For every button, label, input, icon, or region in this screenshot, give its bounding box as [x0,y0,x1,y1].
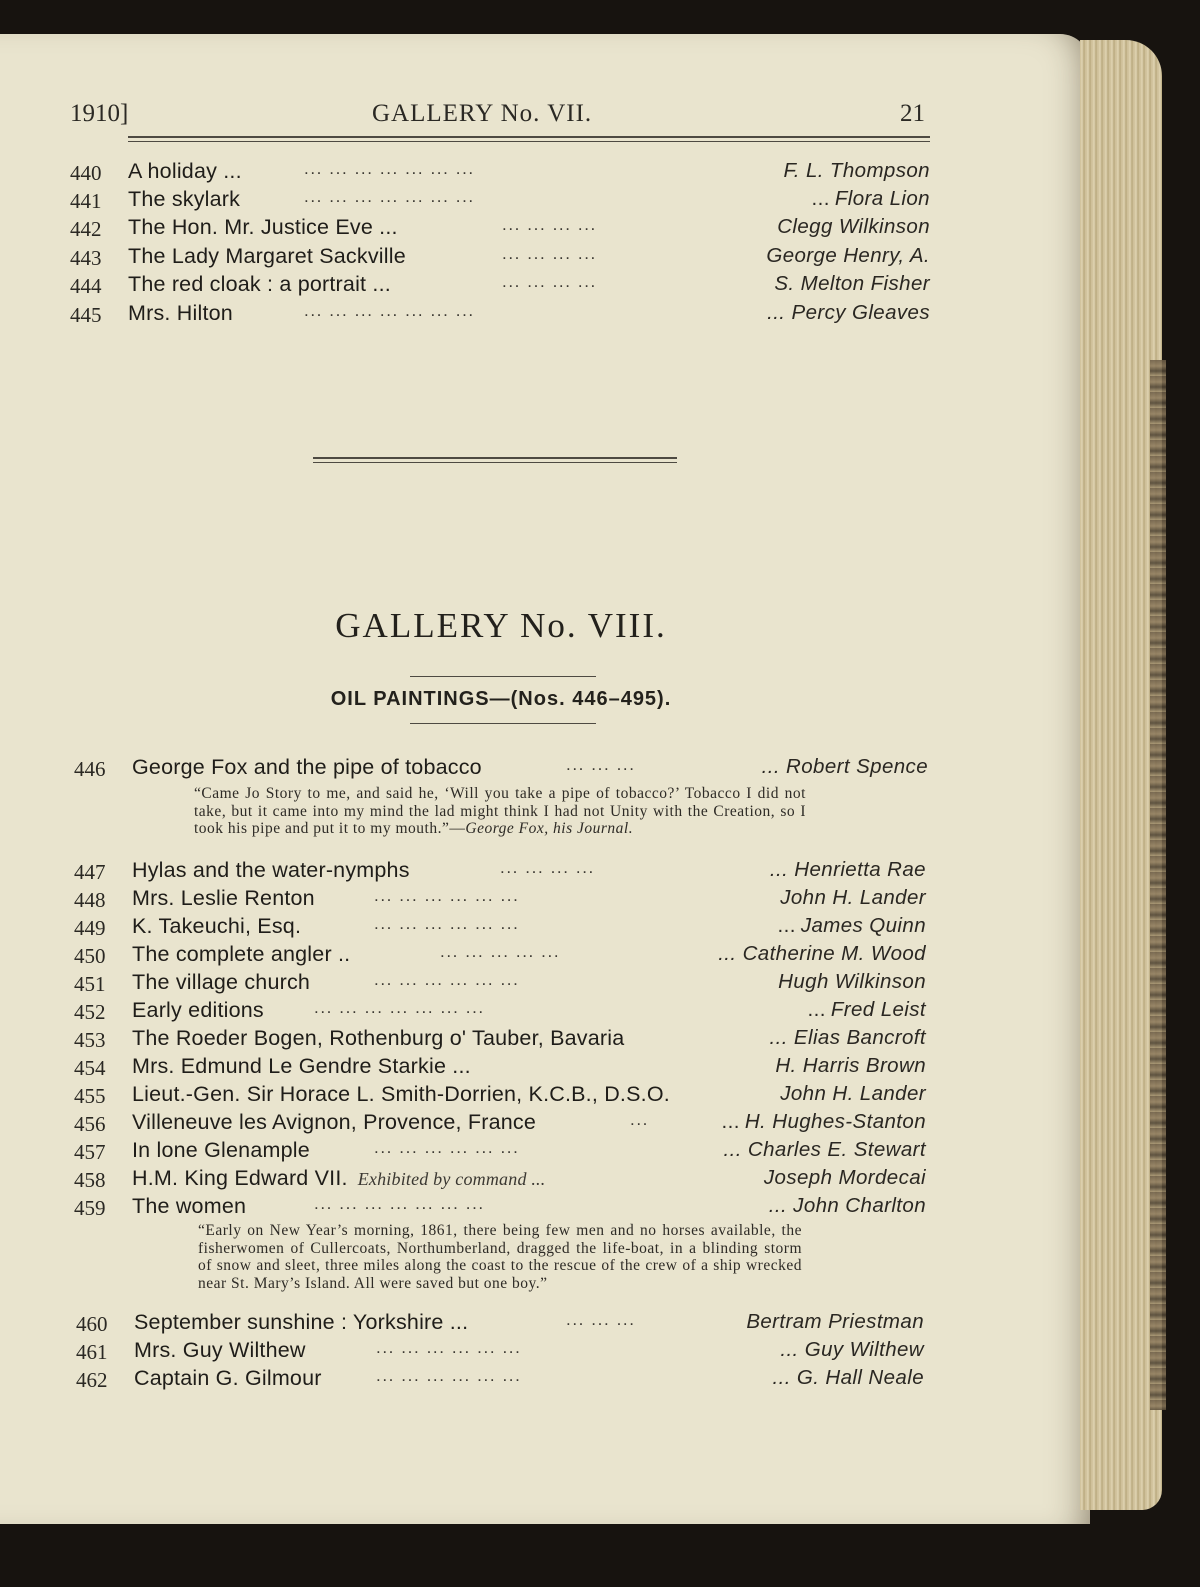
entry-title: The complete angler .. [132,942,351,966]
entry-number: 447 [74,860,106,884]
header-page-number: 21 [900,100,925,127]
leader-dots: ... ... ... ... ... [440,942,561,961]
subtitle-rule [410,723,596,724]
quote-446: “Came Jo Story to me, and said he, ‘Will you take a pipe of tobacco?’ Tobacco I did not take, but it came into my mind the lad might think I had not Unity with the Creation, so I took his pipe and put it to my mouth.”—George Fox, his Journal. [194,785,806,837]
entry-title: George Fox and the pipe of tobacco [132,755,482,779]
entry-artist: ... James Quinn [777,914,926,937]
entry-title: A holiday ... [128,159,242,183]
entry-number: 442 [70,217,102,241]
header-rule [128,136,930,138]
entry-artist: ... Charles E. Stewart [723,1138,926,1161]
entry-number: 452 [74,1000,106,1024]
header-rule-thin [128,141,930,142]
entry-number: 446 [74,757,106,781]
entry-row [70,274,930,304]
leader-dots: ... ... ... ... ... ... [376,1338,522,1357]
entry-title: September sunshine : Yorkshire ... [134,1310,469,1334]
entry-number: 440 [70,161,102,185]
section-divider [313,457,677,459]
leader-dots: ... ... ... ... ... ... [374,914,520,933]
entry-number: 454 [74,1056,106,1080]
entry-artist: F. L. Thompson [783,159,930,182]
entry-number: 460 [76,1312,108,1336]
leader-dots: ... ... ... ... [500,858,595,877]
leader-dots: ... ... ... ... ... ... ... [304,159,475,178]
entry-artist: H. Harris Brown [775,1054,926,1077]
entry-artist: S. Melton Fisher [774,272,930,295]
leader-dots: ... ... ... ... ... ... [374,886,520,905]
entry-artist: Bertram Priestman [746,1310,924,1333]
leader-dots: ... ... ... ... ... ... ... [304,187,475,206]
entry-artist: ... Henrietta Rae [769,858,926,881]
leader-dots: ... ... ... ... ... ... ... [314,1194,485,1213]
section-divider-thin [313,462,677,463]
entry-title: The red cloak : a portrait ... [128,272,391,296]
entry-number: 448 [74,888,106,912]
entry-number: 456 [74,1112,106,1136]
leader-dots: ... ... ... ... ... ... ... [314,998,485,1017]
entry-title: In lone Glenample [132,1138,310,1162]
leader-dots: ... [630,1110,649,1129]
leader-dots: ... ... ... [566,755,636,774]
leader-dots: ... ... ... ... ... ... [374,1138,520,1157]
entry-number: 443 [70,246,102,270]
entry-number: 445 [70,303,102,327]
title-rule [410,676,596,677]
entry-number: 450 [74,944,106,968]
entry-artist: John H. Lander [780,1082,926,1105]
entry-title: Hylas and the water-nymphs [132,858,410,882]
entry-artist: ... Catherine M. Wood [718,942,926,965]
leader-dots: ... ... ... ... [502,244,597,263]
entry-row [70,303,930,333]
entry-number: 444 [70,274,102,298]
entry-artist: ... H. Hughes-Stanton [721,1110,926,1133]
header-gallery-title: GALLERY No. VII. [372,100,593,127]
entry-artist: Joseph Mordecai [763,1166,926,1189]
header-year: 1910] [70,100,129,127]
leader-dots: ... ... ... ... ... ... [376,1366,522,1385]
gallery-title: GALLERY No. VIII. [335,606,667,645]
entry-number: 449 [74,916,106,940]
entry-artist: ... Flora Lion [811,187,930,210]
entry-number: 457 [74,1140,106,1164]
entry-number: 455 [74,1084,106,1108]
entry-number: 462 [76,1368,108,1392]
entry-note: Exhibited by command ... [357,1169,546,1189]
entry-title: Mrs. Leslie Renton [132,886,315,910]
entry-title: Captain G. Gilmour [134,1366,322,1390]
entry-title: H.M. King Edward VII. Exhibited by command ... [132,1166,546,1190]
entry-title: The Hon. Mr. Justice Eve ... [128,215,398,239]
leader-dots: ... ... ... ... [502,272,597,291]
entry-title: The village church [132,970,311,994]
gallery-subtitle: OIL PAINTINGS—(Nos. 446–495). [330,688,672,710]
entry-artist: ... Percy Gleaves [767,301,930,324]
entry-title: The Lady Margaret Sackville [128,244,406,268]
entry-artist: ... Guy Wilthew [780,1338,924,1361]
entry-artist: ... Fred Leist [807,998,926,1021]
entry-title: Villeneuve les Avignon, Provence, France [132,1110,537,1134]
entry-title: The skylark [128,187,241,211]
book-spine [1150,360,1166,1410]
entry-title: The Roeder Bogen, Rothenburg o' Tauber, Bavaria [132,1026,625,1050]
entry-artist: ... Elias Bancroft [769,1026,926,1049]
entry-row [76,1368,924,1398]
entry-artist: John H. Lander [780,886,926,909]
entry-title: Mrs. Edmund Le Gendre Starkie ... [132,1054,471,1078]
entry-number: 459 [74,1196,106,1220]
entry-title: Mrs. Hilton [128,301,233,325]
entry-row [70,217,930,247]
leader-dots: ... ... ... ... ... ... [374,970,520,989]
entry-number: 451 [74,972,106,996]
entry-number: 441 [70,189,102,213]
entry-number: 458 [74,1168,106,1192]
entry-artist: ... John Charlton [768,1194,926,1217]
entry-artist: Clegg Wilkinson [777,215,930,238]
entry-title: Early editions [132,998,264,1022]
leader-dots: ... ... ... ... ... ... ... [304,301,475,320]
entry-row [74,757,928,787]
leader-dots: ... ... ... ... [502,215,597,234]
entry-title: The women [132,1194,247,1218]
quote-source: George Fox, his Journal. [465,820,634,837]
entry-number: 461 [76,1340,108,1364]
entry-artist: ... G. Hall Neale [772,1366,924,1389]
leader-dots: ... ... ... [566,1310,636,1329]
entry-artist: Hugh Wilkinson [778,970,926,993]
entry-title: K. Takeuchi, Esq. [132,914,302,938]
quote-459: “Early on New Year’s morning, 1861, there being few men and no horses available, the fisherwomen of Cullercoats, Northumberland, dragged the life-boat, in a blinding storm of snow and sleet, three miles along the coast to the rescue of the crew of a ship wrecked near St. Mary’s Island. All were saved but one boy.” [198,1222,802,1292]
entry-artist: George Henry, A. [766,244,930,267]
entry-number: 453 [74,1028,106,1052]
entry-title: Lieut.-Gen. Sir Horace L. Smith-Dorrien, K.C.B., D.S.O. [132,1082,670,1106]
entry-title: Mrs. Guy Wilthew [134,1338,306,1362]
entry-artist: ... Robert Spence [761,755,928,778]
